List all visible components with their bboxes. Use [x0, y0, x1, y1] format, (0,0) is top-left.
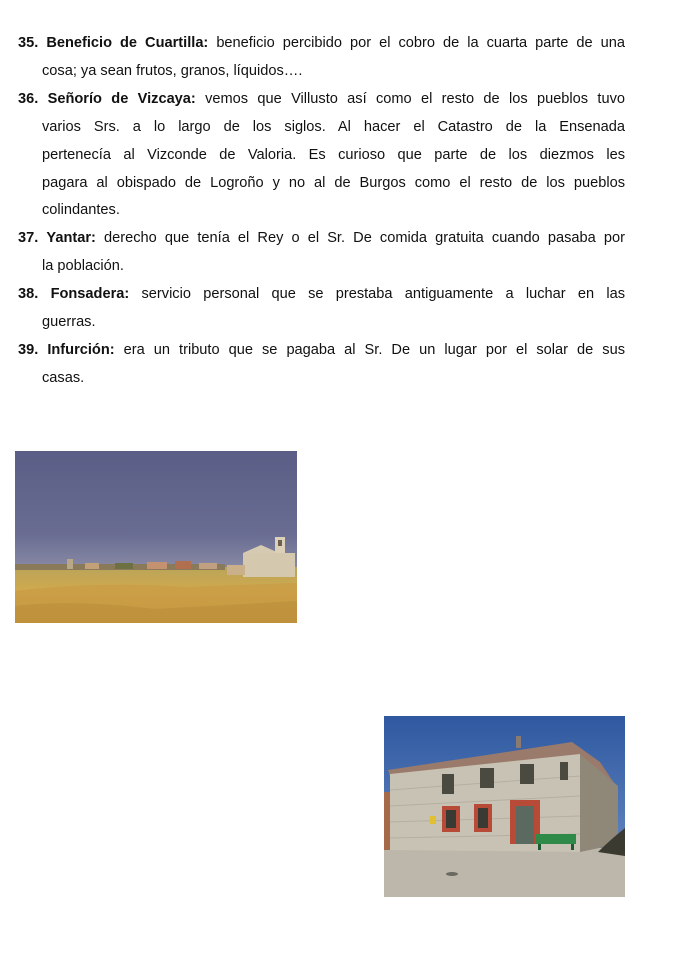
- entry-term: Señorío de Vizcaya:: [47, 90, 196, 107]
- entry-text: la población.: [42, 258, 124, 275]
- entry-text: vemos que Villusto así como el resto de los pueblos tuvo: [205, 90, 625, 107]
- entry-text: casas.: [42, 369, 85, 386]
- glossary-entry-38: [18, 281, 625, 337]
- entry-number: 35.: [18, 35, 39, 51]
- glossary-entry-36: [18, 86, 625, 226]
- entry-text: beneficio percibido por el cobro de la cuarta parte de una: [216, 35, 625, 51]
- entry-number: 36.: [18, 90, 39, 107]
- entry-text: servicio personal que se prestaba antiguamente a luchar en las: [141, 286, 626, 303]
- glossary-entry-39: [18, 337, 625, 393]
- entry-text: pertenecía al Vizconde de Valoria. Es curioso que parte de los diezmos les: [42, 146, 625, 163]
- stone-house-photo: [384, 716, 625, 897]
- entry-number: 37.: [18, 230, 39, 247]
- entry-text: varios Srs. a lo largo de los siglos. Al hacer el Catastro de la Ensenada: [42, 118, 625, 135]
- glossary-entry-35: [18, 30, 625, 86]
- entry-text: pagara al obispado de Logroño y no al de Burgos como el resto de los pueblos: [42, 174, 625, 191]
- glossary-entry-37: [18, 225, 625, 281]
- entry-term: Fonsadera:: [50, 286, 130, 303]
- entry-term: Infurción:: [47, 341, 115, 358]
- entry-number: 38.: [18, 286, 39, 303]
- glossary-list: [18, 30, 625, 393]
- entry-text: era un tributo que se pagaba al Sr. De un lugar por el solar de sus: [123, 341, 625, 358]
- entry-text: derecho que tenía el Rey o el Sr. De comida gratuita cuando pasaba por: [104, 230, 625, 247]
- village-landscape-photo: [15, 451, 297, 623]
- entry-number: 39.: [18, 341, 39, 358]
- entry-text: colindantes.: [42, 202, 120, 219]
- entry-text: guerras.: [42, 314, 96, 331]
- entry-term: Beneficio de Cuartilla:: [46, 35, 209, 51]
- entry-term: Yantar:: [46, 230, 96, 247]
- entry-text: cosa; ya sean frutos, granos, líquidos….: [42, 62, 303, 79]
